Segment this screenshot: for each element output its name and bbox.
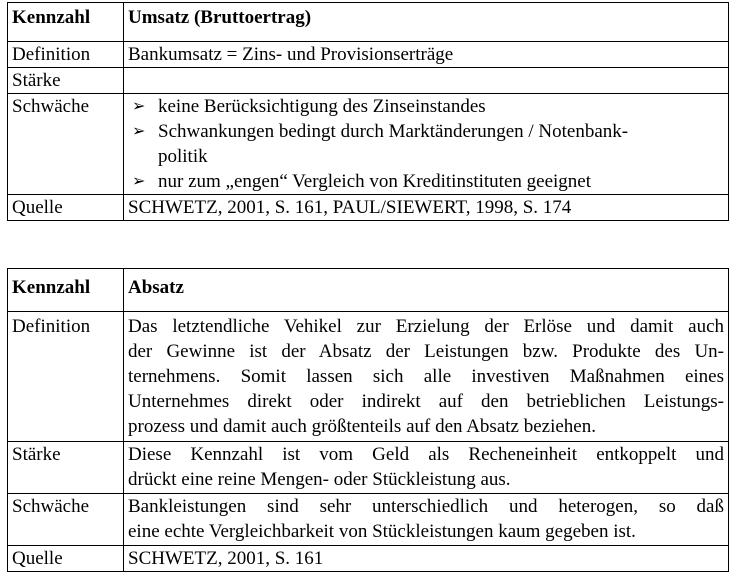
text-line: prozess und damit auch größtenteils auf den Absatz beziehen.	[128, 416, 596, 437]
bullet-text: nur zum „engen“ Vergleich von Kreditinstituten geeignet	[158, 171, 592, 192]
table-row-schwaeche	[8, 94, 729, 195]
definition-text: Bankumsatz = Zins- und Provisionserträge	[124, 42, 729, 68]
quelle-text: SCHWETZ, 2001, S. 161, PAUL/SIEWERT, 1998, S. 174	[124, 195, 729, 221]
text-line: drückt eine reine Mengen- oder Stückleistung aus.	[128, 469, 511, 490]
list-item	[128, 94, 724, 119]
row-label-staerke: Stärke	[8, 68, 124, 94]
table-row-definition	[8, 312, 729, 442]
kennzahl-table-absatz	[7, 268, 729, 572]
row-label-schwaeche: Schwäche	[8, 494, 124, 546]
table-header-row	[8, 269, 729, 312]
text-line: ternehmens. Somit lassen sich alle investiven Maßnahmen eines	[128, 366, 724, 387]
arrow-right-icon: ➢	[132, 173, 146, 190]
table-header-row	[8, 3, 729, 42]
text-line: Diese Kennzahl ist vom Geld als Recheneinheit entkoppelt und	[128, 444, 724, 465]
header-label: Kennzahl	[8, 269, 124, 312]
table-row-staerke	[8, 68, 729, 94]
arrow-right-icon: ➢	[132, 123, 146, 140]
row-label-definition: Definition	[8, 42, 124, 68]
row-label-quelle: Quelle	[8, 195, 124, 221]
row-label-staerke: Stärke	[8, 442, 124, 494]
row-label-quelle: Quelle	[8, 546, 124, 572]
list-item	[128, 169, 724, 194]
text-line: Unternehmes direkt oder indirekt auf den betrieblichen Leistungs-	[128, 391, 724, 412]
row-label-definition: Definition	[8, 312, 124, 442]
text-line: eine echte Vergleichbarkeit von Stückleistungen kaum gegeben ist.	[128, 521, 636, 542]
header-label: Kennzahl	[8, 3, 124, 42]
staerke-text	[124, 442, 729, 494]
definition-text	[124, 312, 729, 442]
schwaeche-cell	[124, 94, 729, 195]
table-row-quelle	[8, 195, 729, 221]
bullet-text-continued: politik	[158, 146, 208, 167]
table-row-schwaeche	[8, 494, 729, 546]
text-line: Das letztendliche Vehikel zur Erzielung der Erlöse und damit auch	[128, 316, 724, 337]
arrow-right-icon: ➢	[132, 98, 146, 115]
header-title: Umsatz (Bruttoertrag)	[124, 3, 729, 42]
quelle-text: SCHWETZ, 2001, S. 161	[124, 546, 729, 572]
list-item	[128, 119, 724, 169]
row-label-schwaeche: Schwäche	[8, 94, 124, 195]
text-line: Bankleistungen sind sehr unterschiedlich und heterogen, so daß	[128, 496, 724, 517]
kennzahl-table-umsatz	[7, 2, 729, 221]
table-row-staerke	[8, 442, 729, 494]
header-title: Absatz	[124, 269, 729, 312]
bullet-text: Schwankungen bedingt durch Marktänderungen / Notenbank-	[158, 121, 629, 142]
bullet-text: keine Berücksichtigung des Zinseinstandes	[158, 96, 486, 117]
text-line: der Gewinne ist der Absatz der Leistungen bzw. Produkte des Un-	[128, 341, 724, 362]
schwaeche-bullet-list	[128, 94, 724, 194]
table-row-quelle	[8, 546, 729, 572]
schwaeche-text	[124, 494, 729, 546]
staerke-text	[124, 68, 729, 94]
table-row-definition	[8, 42, 729, 68]
